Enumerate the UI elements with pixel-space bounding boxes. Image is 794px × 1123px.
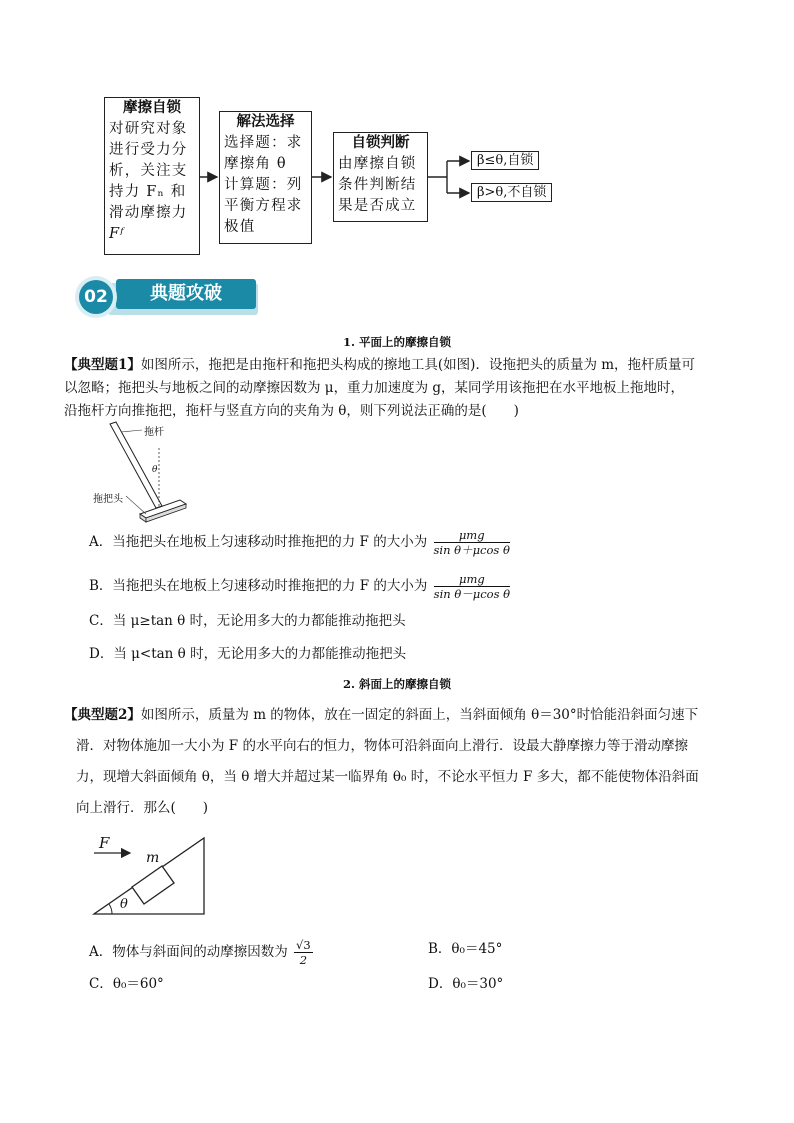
question-2-line-3: 力，现增大斜面倾角 θ，当 θ 增大并超过某一临界角 θ₀ 时，不论水平恒力 F 多大，都不能使物体沿斜面 (76, 769, 699, 785)
section-title-2: 2. 斜面上的摩擦自锁 (342, 677, 451, 691)
flow-box-line: 析，关注支 (109, 163, 188, 179)
flow-box-line: 果是否成立 (338, 198, 417, 214)
flow-box-line: Fᶠ (109, 226, 125, 242)
badge-title: 典题攻破 (150, 283, 222, 304)
option-a-text: A．物体与斜面间的动摩擦因数为 (89, 944, 288, 960)
question-2-line-1 (64, 704, 698, 726)
question-1-tag: 【典型题1】 (64, 357, 141, 373)
mop-label-rod: 拖杆 (144, 427, 164, 438)
option-b-text: B．当拖把头在地板上匀速移动时推拖把的力 F 的大小为 (89, 578, 428, 594)
fraction-denominator: 2 (299, 953, 308, 967)
flow-box-line: 平衡方程求 (224, 198, 303, 214)
incline-figure (90, 830, 220, 922)
question-2-line-2: 滑．对物体施加一大小为 F 的水平向右的恒力，物体可沿斜面向上滑行．设最大静摩擦力等于滑动摩擦 (76, 738, 688, 754)
question-1-option-a (89, 528, 510, 557)
option-a-fraction (434, 528, 510, 557)
mop-label-theta: θ (152, 465, 158, 475)
incline-label-m: m (146, 850, 160, 866)
option-b-fraction (434, 572, 510, 601)
option-a-fraction (294, 938, 313, 967)
incline-label-theta: θ (120, 897, 128, 912)
question-2-tag: 【典型题2】 (64, 707, 141, 723)
question-1-line-3: 沿拖杆方向推拖把，拖杆与竖直方向的夹角为 θ，则下列说法正确的是( ) (64, 403, 519, 419)
question-1-option-b (89, 572, 510, 601)
flow-box-line: 进行受力分 (109, 142, 188, 158)
question-1-line-1 (64, 354, 695, 376)
question-1-option-d: D．当 μ<tan θ 时，无论用多大的力都能推动拖把头 (89, 646, 407, 662)
question-1-line-2: 以忽略；拖把头与地板之间的动摩擦因数为 μ，重力加速度为 g，某同学用该拖把在水平地板上拖地时， (64, 380, 684, 396)
fraction-numerator: √3 (296, 938, 311, 952)
flow-box-line: 摩擦角 θ (224, 156, 287, 172)
label-leader-head (126, 496, 146, 514)
question-2-option-c: C．θ₀＝60° (89, 976, 164, 992)
section-title-1: 1. 平面上的摩擦自锁 (342, 335, 451, 349)
flow-box-title: 摩擦自锁 (123, 100, 181, 116)
flow-arrows (0, 0, 794, 300)
label-leader-rod (121, 430, 142, 432)
badge-number: 02 (84, 287, 108, 307)
flow-box-title: 自锁判断 (351, 135, 410, 151)
fraction-numerator: μmg (434, 528, 510, 543)
flow-box-line: 持力 Fₙ 和 (109, 184, 187, 200)
question-1-text: 如图所示，拖把是由拖杆和拖把头构成的擦地工具(如图)．设拖把头的质量为 m，拖杆质量可 (140, 357, 696, 373)
fraction-denominator: sin θ＋μcos θ (433, 543, 510, 557)
flow-outcome-no-selflock: β>θ,不自锁 (471, 183, 552, 202)
flow-box-line: 滑动摩擦力 (109, 205, 188, 221)
option-a-text: A．当拖把头在地板上匀速移动时推拖把的力 F 的大小为 (89, 534, 428, 550)
flow-box-line: 对研究对象 (109, 121, 188, 137)
fraction-denominator: sin θ－μcos θ (433, 587, 511, 601)
mop-label-head: 拖把头 (93, 494, 123, 505)
question-2-option-a (89, 938, 313, 967)
flow-box-line: 极值 (224, 219, 256, 235)
question-2-text: 如图所示，质量为 m 的物体，放在一固定的斜面上，当斜面倾角 θ＝30°时恰能沿斜面匀速下 (140, 707, 699, 723)
fraction-numerator: μmg (434, 572, 510, 587)
question-2-option-d: D．θ₀＝30° (428, 976, 504, 992)
flow-box-line: 条件判断结 (338, 177, 417, 193)
flow-outcome-selflock: β≤θ,自锁 (471, 151, 539, 170)
question-2-option-b: B．θ₀＝45° (428, 941, 503, 957)
incline-label-F: F (99, 834, 110, 852)
angle-arc (109, 904, 112, 914)
question-2-line-4: 向上滑行．那么( ) (76, 800, 209, 816)
block-m (132, 866, 174, 904)
question-1-option-c: C．当 μ≥tan θ 时，无论用多大的力都能推动拖把头 (89, 613, 406, 629)
section-badge (74, 273, 264, 323)
flow-box-title: 解法选择 (236, 114, 295, 130)
flow-box-line: 计算题：列 (224, 177, 303, 193)
flow-box-line: 选择题：求 (224, 135, 303, 151)
flow-box-line: 由摩擦自锁 (338, 156, 417, 172)
